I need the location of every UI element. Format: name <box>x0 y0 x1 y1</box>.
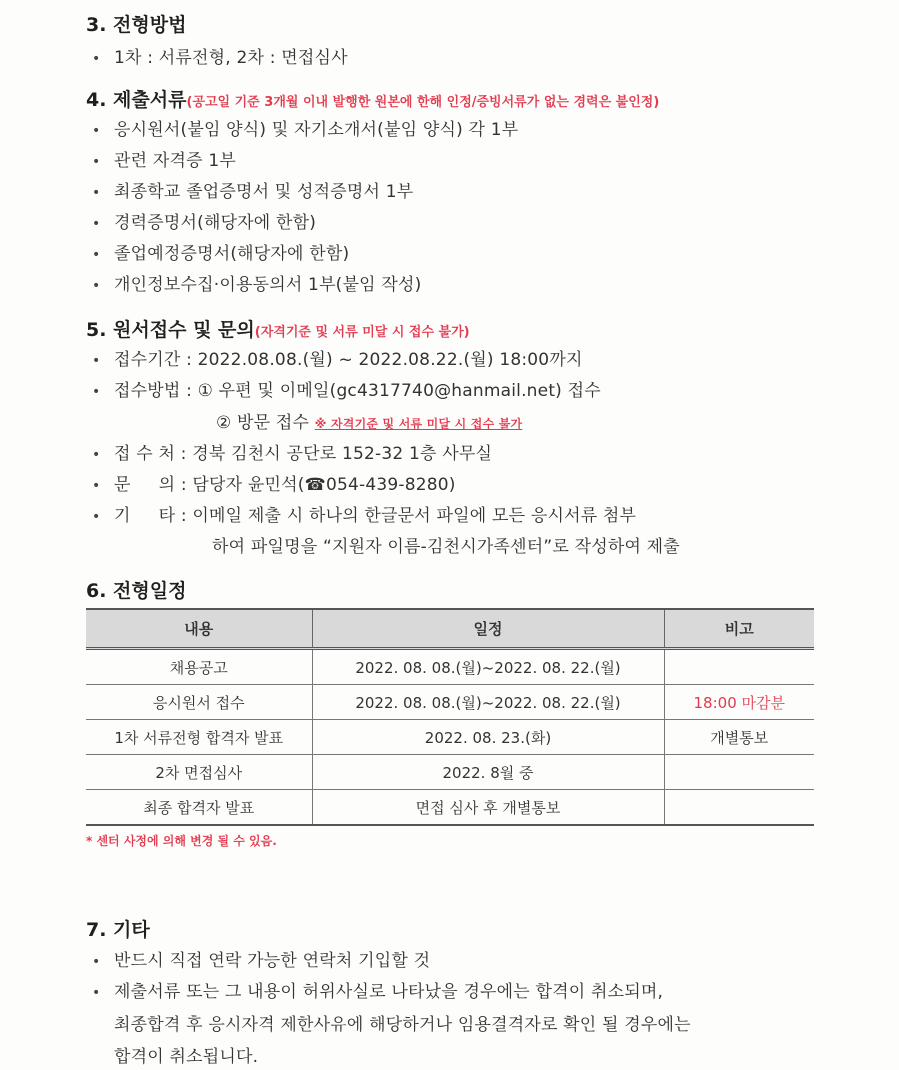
section-7-title: 7. 기타 <box>86 919 150 941</box>
section-6-title: 6. 전형일정 <box>86 580 187 602</box>
list-item <box>92 43 348 68</box>
etc-label: 기 타 : <box>114 506 193 526</box>
table-row <box>86 755 814 790</box>
section-5-heading <box>86 315 470 342</box>
table-header-row <box>86 609 814 649</box>
contact-label: 문 의 : <box>114 475 193 495</box>
bullet: • <box>92 954 101 970</box>
table-cell <box>664 790 814 826</box>
item-text: 제출서류 또는 그 내용이 허위사실로 나타났을 경우에는 합격이 취소되며, <box>114 982 664 1002</box>
bullet: • <box>92 247 101 263</box>
period-label: 접수기간 : <box>114 350 198 370</box>
etc-line-2: 하여 파일명을 “지원자 이름-김천시가족센터”로 작성하여 제출 <box>212 537 680 557</box>
bullet: • <box>92 185 101 201</box>
list-item <box>92 946 430 971</box>
item-text: 졸업예정증명서(해당자에 한함) <box>114 244 350 264</box>
method-line-2 <box>216 408 522 433</box>
table-cell: 1차 서류전형 합격자 발표 <box>86 720 312 755</box>
list-item-method <box>92 376 601 401</box>
table-cell <box>664 649 814 685</box>
table-cell: 2022. 08. 08.(월)~2022. 08. 22.(월) <box>312 685 664 720</box>
bullet: • <box>92 154 101 170</box>
schedule-table <box>86 608 814 826</box>
table-row <box>86 790 814 826</box>
bullet: • <box>92 447 101 463</box>
list-item <box>92 146 236 171</box>
bullet: • <box>92 51 101 67</box>
method-label: 접수방법 : <box>114 381 198 401</box>
item-text: 1차 : 서류전형, 2차 : 면접심사 <box>114 48 348 68</box>
list-item-period <box>92 345 583 370</box>
table-cell: 최종 합격자 발표 <box>86 790 312 826</box>
list-item-etc <box>92 501 636 526</box>
bullet: • <box>92 123 101 139</box>
column-header: 비고 <box>664 609 814 649</box>
section-4-title: 4. 제출서류 <box>86 89 187 111</box>
item-continuation: 합격이 취소됩니다. <box>114 1047 259 1067</box>
item-text: 개인정보수집·이용동의서 1부(붙임 작성) <box>114 275 422 295</box>
bullet: • <box>92 509 101 525</box>
list-item <box>92 208 316 233</box>
list-item <box>92 115 518 140</box>
item-text: 관련 자격증 1부 <box>114 151 236 171</box>
bullet: • <box>92 353 101 369</box>
bullet: • <box>92 478 101 494</box>
table-cell: 채용공고 <box>86 649 312 685</box>
item-continuation: 최종합격 후 응시자격 제한사유에 해당하거나 임용결격자로 확인 될 경우에는 <box>114 1015 691 1035</box>
section-4-note: (공고일 기준 3개월 이내 발행한 원본에 한해 인정/증빙서류가 없는 경력은 불인정) <box>186 95 660 110</box>
table-cell: 2022. 08. 08.(월)~2022. 08. 22.(월) <box>312 649 664 685</box>
section-5-note: (자격기준 및 서류 미달 시 접수 불가) <box>254 325 470 340</box>
table-cell: 응시원서 접수 <box>86 685 312 720</box>
place-label: 접 수 처 : <box>114 444 193 464</box>
schedule-footnote: * 센터 사정에 의해 변경 될 수 있음. <box>86 834 277 848</box>
item-text: 최종학교 졸업증명서 및 성적증명서 1부 <box>114 182 414 202</box>
list-item <box>92 177 413 202</box>
table-cell <box>664 755 814 790</box>
list-item <box>92 977 663 1002</box>
item-text: 응시원서(붙임 양식) 및 자기소개서(붙임 양식) 각 1부 <box>114 120 519 140</box>
method-note: ※ 자격기준 및 서류 미달 시 접수 불가 <box>314 417 523 431</box>
bullet: • <box>92 384 101 400</box>
section-5-title: 5. 원서접수 및 문의 <box>86 319 255 341</box>
etc-value: 이메일 제출 시 하나의 한글문서 파일에 모든 응시서류 첨부 <box>192 506 637 526</box>
list-item-contact <box>92 470 456 495</box>
table-cell: 2022. 08. 23.(화) <box>312 720 664 755</box>
table-row <box>86 649 814 685</box>
item-text: 경력증명서(해당자에 한함) <box>114 213 317 233</box>
list-item <box>92 239 349 264</box>
bullet: • <box>92 278 101 294</box>
bullet: • <box>92 985 101 1001</box>
table-row <box>86 720 814 755</box>
period-value: 2022.08.08.(월) ~ 2022.08.22.(월) 18:00까지 <box>197 350 583 370</box>
table-cell: 면접 심사 후 개별통보 <box>312 790 664 826</box>
list-item <box>92 270 421 295</box>
method-value: ① 우편 및 이메일(gc4317740@hanmail.net) 접수 <box>197 381 601 401</box>
column-header: 일정 <box>312 609 664 649</box>
section-3-title: 3. 전형방법 <box>86 14 187 36</box>
section-4-heading <box>86 85 659 112</box>
table-cell: 개별통보 <box>664 720 814 755</box>
list-item-place <box>92 439 492 464</box>
column-header: 내용 <box>86 609 312 649</box>
table-row <box>86 685 814 720</box>
contact-value: 담당자 윤민석(☎054-439-8280) <box>192 475 456 495</box>
table-cell-deadline: 18:00 마감분 <box>664 685 814 720</box>
item-text: 반드시 직접 연락 가능한 연락처 기입할 것 <box>114 951 431 971</box>
table-cell: 2차 면접심사 <box>86 755 312 790</box>
method-value-visit: ② 방문 접수 <box>216 413 310 433</box>
table-cell: 2022. 8월 중 <box>312 755 664 790</box>
place-value: 경북 김천시 공단로 152-32 1층 사무실 <box>192 444 493 464</box>
bullet: • <box>92 216 101 232</box>
